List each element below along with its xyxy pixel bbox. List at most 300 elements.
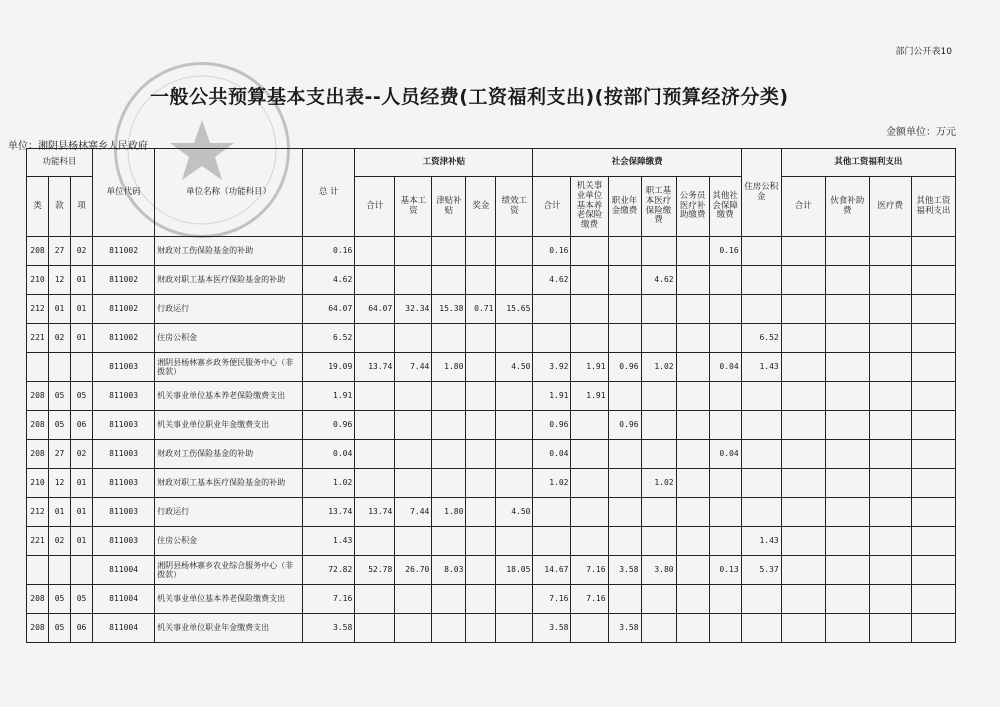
cell-name: 财政对工伤保险基金的补助	[155, 237, 303, 266]
cell-kuan	[49, 556, 71, 585]
cell-xiang: 05	[71, 585, 93, 614]
document-code: 部门公开表10	[895, 47, 952, 57]
cell-code: 811003	[93, 498, 155, 527]
cell-s-other: 0.13	[709, 556, 741, 585]
cell-w-basic: 26.70	[395, 556, 432, 585]
cell-housing: 1.43	[741, 353, 781, 382]
cell-xiang: 01	[71, 498, 93, 527]
cell-name: 机关事业单位职业年金缴费支出	[155, 614, 303, 643]
table-row	[27, 382, 956, 411]
cell-o-other	[911, 469, 955, 498]
header-s-other: 其他社会保障缴费	[709, 177, 741, 237]
cell-s-pension	[571, 498, 608, 527]
cell-code: 811003	[93, 527, 155, 556]
cell-s-total	[533, 295, 571, 324]
cell-o-meal	[825, 440, 869, 469]
cell-w-total	[355, 237, 395, 266]
cell-w-basic	[395, 382, 432, 411]
cell-s-annuity	[608, 527, 641, 556]
cell-o-meal	[825, 469, 869, 498]
cell-s-medical	[641, 440, 676, 469]
cell-w-total: 13.74	[355, 498, 395, 527]
cell-w-basic	[395, 614, 432, 643]
cell-total: 4.62	[303, 266, 355, 295]
cell-xiang: 02	[71, 237, 93, 266]
header-w-perf: 绩效工资	[496, 177, 533, 237]
cell-o-meal	[825, 614, 869, 643]
header-s-total: 合计	[533, 177, 571, 237]
table-row	[27, 556, 956, 585]
cell-o-total	[781, 556, 825, 585]
table-row	[27, 411, 956, 440]
cell-s-medical	[641, 295, 676, 324]
table-row	[27, 527, 956, 556]
cell-s-annuity	[608, 324, 641, 353]
cell-s-annuity	[608, 237, 641, 266]
cell-lei: 208	[27, 382, 49, 411]
cell-w-bonus	[466, 266, 496, 295]
cell-o-meal	[825, 411, 869, 440]
cell-o-other	[911, 324, 955, 353]
cell-o-meal	[825, 585, 869, 614]
cell-kuan: 05	[49, 411, 71, 440]
cell-xiang: 01	[71, 295, 93, 324]
cell-name: 住房公积金	[155, 324, 303, 353]
cell-s-medical	[641, 527, 676, 556]
cell-housing: 1.43	[741, 527, 781, 556]
cell-w-allow	[432, 411, 466, 440]
cell-total: 7.16	[303, 585, 355, 614]
cell-code: 811003	[93, 469, 155, 498]
cell-housing: 5.37	[741, 556, 781, 585]
cell-lei: 221	[27, 527, 49, 556]
cell-o-meal	[825, 556, 869, 585]
table-row	[27, 440, 956, 469]
cell-w-allow	[432, 266, 466, 295]
cell-kuan: 05	[49, 585, 71, 614]
cell-w-bonus	[466, 527, 496, 556]
cell-code: 811003	[93, 382, 155, 411]
cell-o-medical	[869, 556, 911, 585]
cell-xiang	[71, 353, 93, 382]
cell-w-perf	[496, 469, 533, 498]
cell-o-other	[911, 556, 955, 585]
cell-lei: 210	[27, 469, 49, 498]
header-s-civil-med: 公务员医疗补助缴费	[676, 177, 709, 237]
cell-lei: 208	[27, 237, 49, 266]
cell-w-bonus	[466, 556, 496, 585]
cell-w-allow: 15.38	[432, 295, 466, 324]
cell-s-pension	[571, 411, 608, 440]
cell-w-bonus	[466, 411, 496, 440]
cell-w-bonus	[466, 324, 496, 353]
cell-name: 住房公积金	[155, 527, 303, 556]
cell-w-basic	[395, 585, 432, 614]
cell-lei: 208	[27, 585, 49, 614]
cell-kuan: 27	[49, 440, 71, 469]
cell-w-perf: 18.05	[496, 556, 533, 585]
cell-s-civil-med	[676, 614, 709, 643]
cell-w-total: 64.07	[355, 295, 395, 324]
cell-kuan: 01	[49, 498, 71, 527]
cell-name: 财政对工伤保险基金的补助	[155, 440, 303, 469]
cell-xiang: 06	[71, 411, 93, 440]
cell-s-pension	[571, 324, 608, 353]
cell-s-annuity	[608, 498, 641, 527]
cell-kuan: 12	[49, 469, 71, 498]
table-row	[27, 324, 956, 353]
cell-o-other	[911, 585, 955, 614]
cell-xiang: 01	[71, 324, 93, 353]
cell-w-allow	[432, 469, 466, 498]
cell-s-medical: 1.02	[641, 353, 676, 382]
cell-w-basic: 7.44	[395, 498, 432, 527]
cell-kuan: 27	[49, 237, 71, 266]
cell-s-medical	[641, 411, 676, 440]
cell-o-medical	[869, 295, 911, 324]
cell-o-meal	[825, 237, 869, 266]
cell-s-pension: 1.91	[571, 382, 608, 411]
cell-s-medical: 3.80	[641, 556, 676, 585]
cell-s-other	[709, 614, 741, 643]
cell-s-annuity: 0.96	[608, 411, 641, 440]
cell-s-pension: 7.16	[571, 585, 608, 614]
header-w-total: 合计	[355, 177, 395, 237]
cell-lei: 212	[27, 498, 49, 527]
cell-housing	[741, 237, 781, 266]
cell-w-basic	[395, 237, 432, 266]
cell-w-basic: 7.44	[395, 353, 432, 382]
cell-w-basic	[395, 440, 432, 469]
cell-total: 6.52	[303, 324, 355, 353]
cell-o-total	[781, 295, 825, 324]
cell-o-meal	[825, 295, 869, 324]
cell-code: 811002	[93, 295, 155, 324]
cell-w-basic	[395, 469, 432, 498]
cell-w-perf	[496, 585, 533, 614]
cell-w-perf	[496, 411, 533, 440]
cell-o-total	[781, 614, 825, 643]
cell-o-total	[781, 440, 825, 469]
cell-housing	[741, 382, 781, 411]
header-total: 总 计	[303, 149, 355, 237]
cell-w-allow	[432, 237, 466, 266]
cell-s-pension	[571, 440, 608, 469]
cell-w-bonus	[466, 440, 496, 469]
cell-w-allow	[432, 440, 466, 469]
cell-w-perf: 4.50	[496, 498, 533, 527]
cell-o-medical	[869, 382, 911, 411]
cell-w-bonus	[466, 498, 496, 527]
cell-w-basic	[395, 266, 432, 295]
cell-w-total	[355, 266, 395, 295]
cell-o-other	[911, 382, 955, 411]
cell-s-pension	[571, 614, 608, 643]
cell-lei: 208	[27, 614, 49, 643]
cell-housing	[741, 498, 781, 527]
cell-s-civil-med	[676, 353, 709, 382]
cell-o-other	[911, 353, 955, 382]
table-body	[27, 237, 956, 643]
header-o-other: 其他工资福利支出	[911, 177, 955, 237]
cell-o-meal	[825, 324, 869, 353]
cell-lei: 210	[27, 266, 49, 295]
cell-lei: 208	[27, 411, 49, 440]
cell-s-pension: 7.16	[571, 556, 608, 585]
table-row	[27, 469, 956, 498]
cell-s-other	[709, 411, 741, 440]
cell-o-other	[911, 266, 955, 295]
cell-name: 行政运行	[155, 295, 303, 324]
cell-w-perf	[496, 266, 533, 295]
cell-xiang: 06	[71, 614, 93, 643]
cell-lei	[27, 556, 49, 585]
cell-code: 811003	[93, 440, 155, 469]
cell-w-perf	[496, 324, 533, 353]
cell-w-basic	[395, 527, 432, 556]
cell-s-other	[709, 527, 741, 556]
header-other-group: 其他工资福利支出	[781, 149, 955, 177]
cell-o-total	[781, 353, 825, 382]
cell-o-other	[911, 237, 955, 266]
cell-xiang: 01	[71, 469, 93, 498]
cell-s-civil-med	[676, 469, 709, 498]
cell-o-total	[781, 498, 825, 527]
cell-s-total: 0.96	[533, 411, 571, 440]
table-row	[27, 266, 956, 295]
cell-lei: 221	[27, 324, 49, 353]
cell-s-other	[709, 382, 741, 411]
cell-name: 财政对职工基本医疗保险基金的补助	[155, 469, 303, 498]
cell-code: 811002	[93, 237, 155, 266]
cell-s-other	[709, 266, 741, 295]
cell-code: 811004	[93, 556, 155, 585]
cell-w-total	[355, 614, 395, 643]
cell-s-other	[709, 585, 741, 614]
cell-s-total	[533, 527, 571, 556]
cell-code: 811004	[93, 614, 155, 643]
header-func-subject: 功能科目	[27, 149, 93, 177]
cell-w-total	[355, 585, 395, 614]
cell-o-meal	[825, 382, 869, 411]
header-s-pension: 机关事业单位基本养老保险缴费	[571, 177, 608, 237]
cell-o-medical	[869, 353, 911, 382]
table-row	[27, 295, 956, 324]
cell-w-perf	[496, 527, 533, 556]
cell-xiang: 01	[71, 266, 93, 295]
cell-o-medical	[869, 614, 911, 643]
cell-name: 湘阴县杨林寨乡政务便民服务中心（非拨款）	[155, 353, 303, 382]
cell-kuan: 05	[49, 382, 71, 411]
cell-s-total: 7.16	[533, 585, 571, 614]
cell-housing	[741, 614, 781, 643]
cell-o-medical	[869, 469, 911, 498]
cell-w-perf: 4.50	[496, 353, 533, 382]
amount-unit: 金额单位：万元	[886, 127, 956, 138]
cell-w-total	[355, 440, 395, 469]
cell-s-civil-med	[676, 556, 709, 585]
cell-code: 811003	[93, 411, 155, 440]
cell-s-medical	[641, 585, 676, 614]
header-s-annuity: 职业年金缴费	[608, 177, 641, 237]
cell-s-civil-med	[676, 498, 709, 527]
header-social-group: 社会保障缴费	[533, 149, 741, 177]
header-lei: 类	[27, 177, 49, 237]
cell-o-total	[781, 324, 825, 353]
cell-s-civil-med	[676, 382, 709, 411]
cell-s-total: 4.62	[533, 266, 571, 295]
cell-o-total	[781, 382, 825, 411]
expenditure-table	[26, 148, 956, 643]
cell-w-bonus	[466, 585, 496, 614]
cell-o-total	[781, 469, 825, 498]
cell-o-medical	[869, 411, 911, 440]
cell-s-medical	[641, 237, 676, 266]
cell-s-annuity	[608, 295, 641, 324]
cell-total: 72.82	[303, 556, 355, 585]
cell-housing	[741, 266, 781, 295]
cell-total: 3.58	[303, 614, 355, 643]
header-o-meal: 伙食补助费	[825, 177, 869, 237]
header-w-basic: 基本工资	[395, 177, 432, 237]
cell-name: 行政运行	[155, 498, 303, 527]
table-row	[27, 237, 956, 266]
cell-s-total: 14.67	[533, 556, 571, 585]
cell-s-civil-med	[676, 266, 709, 295]
cell-s-annuity	[608, 266, 641, 295]
cell-o-medical	[869, 498, 911, 527]
cell-total: 0.96	[303, 411, 355, 440]
cell-w-perf	[496, 382, 533, 411]
cell-w-bonus	[466, 469, 496, 498]
cell-xiang: 01	[71, 527, 93, 556]
cell-o-meal	[825, 266, 869, 295]
cell-o-total	[781, 237, 825, 266]
cell-s-pension	[571, 469, 608, 498]
cell-total: 1.91	[303, 382, 355, 411]
cell-o-other	[911, 440, 955, 469]
cell-kuan: 02	[49, 324, 71, 353]
cell-total: 1.43	[303, 527, 355, 556]
cell-w-total	[355, 324, 395, 353]
cell-w-total	[355, 411, 395, 440]
cell-s-other	[709, 295, 741, 324]
cell-w-total	[355, 382, 395, 411]
cell-s-civil-med	[676, 295, 709, 324]
cell-total: 13.74	[303, 498, 355, 527]
cell-housing	[741, 411, 781, 440]
cell-s-pension	[571, 295, 608, 324]
cell-total: 0.16	[303, 237, 355, 266]
cell-o-total	[781, 527, 825, 556]
header-w-bonus: 奖金	[466, 177, 496, 237]
cell-w-basic	[395, 411, 432, 440]
cell-o-total	[781, 585, 825, 614]
cell-o-medical	[869, 324, 911, 353]
cell-s-pension	[571, 527, 608, 556]
cell-s-other	[709, 469, 741, 498]
cell-w-allow	[432, 324, 466, 353]
cell-w-allow	[432, 382, 466, 411]
cell-w-perf: 15.65	[496, 295, 533, 324]
cell-s-civil-med	[676, 237, 709, 266]
cell-s-total: 1.02	[533, 469, 571, 498]
header-unit-code: 单位代码	[93, 149, 155, 237]
table-row	[27, 585, 956, 614]
cell-w-perf	[496, 440, 533, 469]
cell-s-medical	[641, 324, 676, 353]
cell-s-medical: 4.62	[641, 266, 676, 295]
cell-o-meal	[825, 498, 869, 527]
cell-kuan: 12	[49, 266, 71, 295]
cell-o-meal	[825, 353, 869, 382]
cell-name: 机关事业单位职业年金缴费支出	[155, 411, 303, 440]
cell-w-total: 52.78	[355, 556, 395, 585]
cell-s-other: 0.04	[709, 440, 741, 469]
cell-s-pension	[571, 266, 608, 295]
cell-w-basic	[395, 324, 432, 353]
cell-kuan: 02	[49, 527, 71, 556]
cell-code: 811002	[93, 266, 155, 295]
cell-o-other	[911, 411, 955, 440]
cell-o-other	[911, 614, 955, 643]
cell-s-civil-med	[676, 440, 709, 469]
cell-o-medical	[869, 237, 911, 266]
cell-lei: 208	[27, 440, 49, 469]
cell-s-annuity	[608, 469, 641, 498]
cell-xiang	[71, 556, 93, 585]
cell-s-annuity	[608, 440, 641, 469]
cell-s-medical: 1.02	[641, 469, 676, 498]
table-row	[27, 353, 956, 382]
cell-housing	[741, 469, 781, 498]
cell-s-other: 0.16	[709, 237, 741, 266]
cell-w-allow: 8.03	[432, 556, 466, 585]
cell-housing	[741, 440, 781, 469]
cell-w-allow	[432, 527, 466, 556]
cell-s-civil-med	[676, 324, 709, 353]
cell-o-other	[911, 498, 955, 527]
cell-w-bonus	[466, 237, 496, 266]
cell-o-medical	[869, 266, 911, 295]
cell-s-annuity: 3.58	[608, 556, 641, 585]
table-row	[27, 614, 956, 643]
cell-s-civil-med	[676, 585, 709, 614]
cell-s-pension: 1.91	[571, 353, 608, 382]
cell-housing	[741, 295, 781, 324]
cell-o-other	[911, 527, 955, 556]
header-o-total: 合计	[781, 177, 825, 237]
header-wage-group: 工资津补贴	[355, 149, 533, 177]
cell-name: 机关事业单位基本养老保险缴费支出	[155, 585, 303, 614]
header-s-medical: 职工基本医疗保险缴费	[641, 177, 676, 237]
cell-o-total	[781, 411, 825, 440]
cell-name: 财政对职工基本医疗保险基金的补助	[155, 266, 303, 295]
cell-total: 0.04	[303, 440, 355, 469]
cell-w-allow	[432, 614, 466, 643]
cell-w-total: 13.74	[355, 353, 395, 382]
cell-o-medical	[869, 527, 911, 556]
cell-kuan	[49, 353, 71, 382]
cell-s-annuity: 3.58	[608, 614, 641, 643]
cell-s-annuity	[608, 585, 641, 614]
cell-s-other	[709, 324, 741, 353]
cell-s-total: 0.04	[533, 440, 571, 469]
cell-s-total: 3.92	[533, 353, 571, 382]
cell-s-civil-med	[676, 411, 709, 440]
cell-total: 1.02	[303, 469, 355, 498]
header-kuan: 款	[49, 177, 71, 237]
